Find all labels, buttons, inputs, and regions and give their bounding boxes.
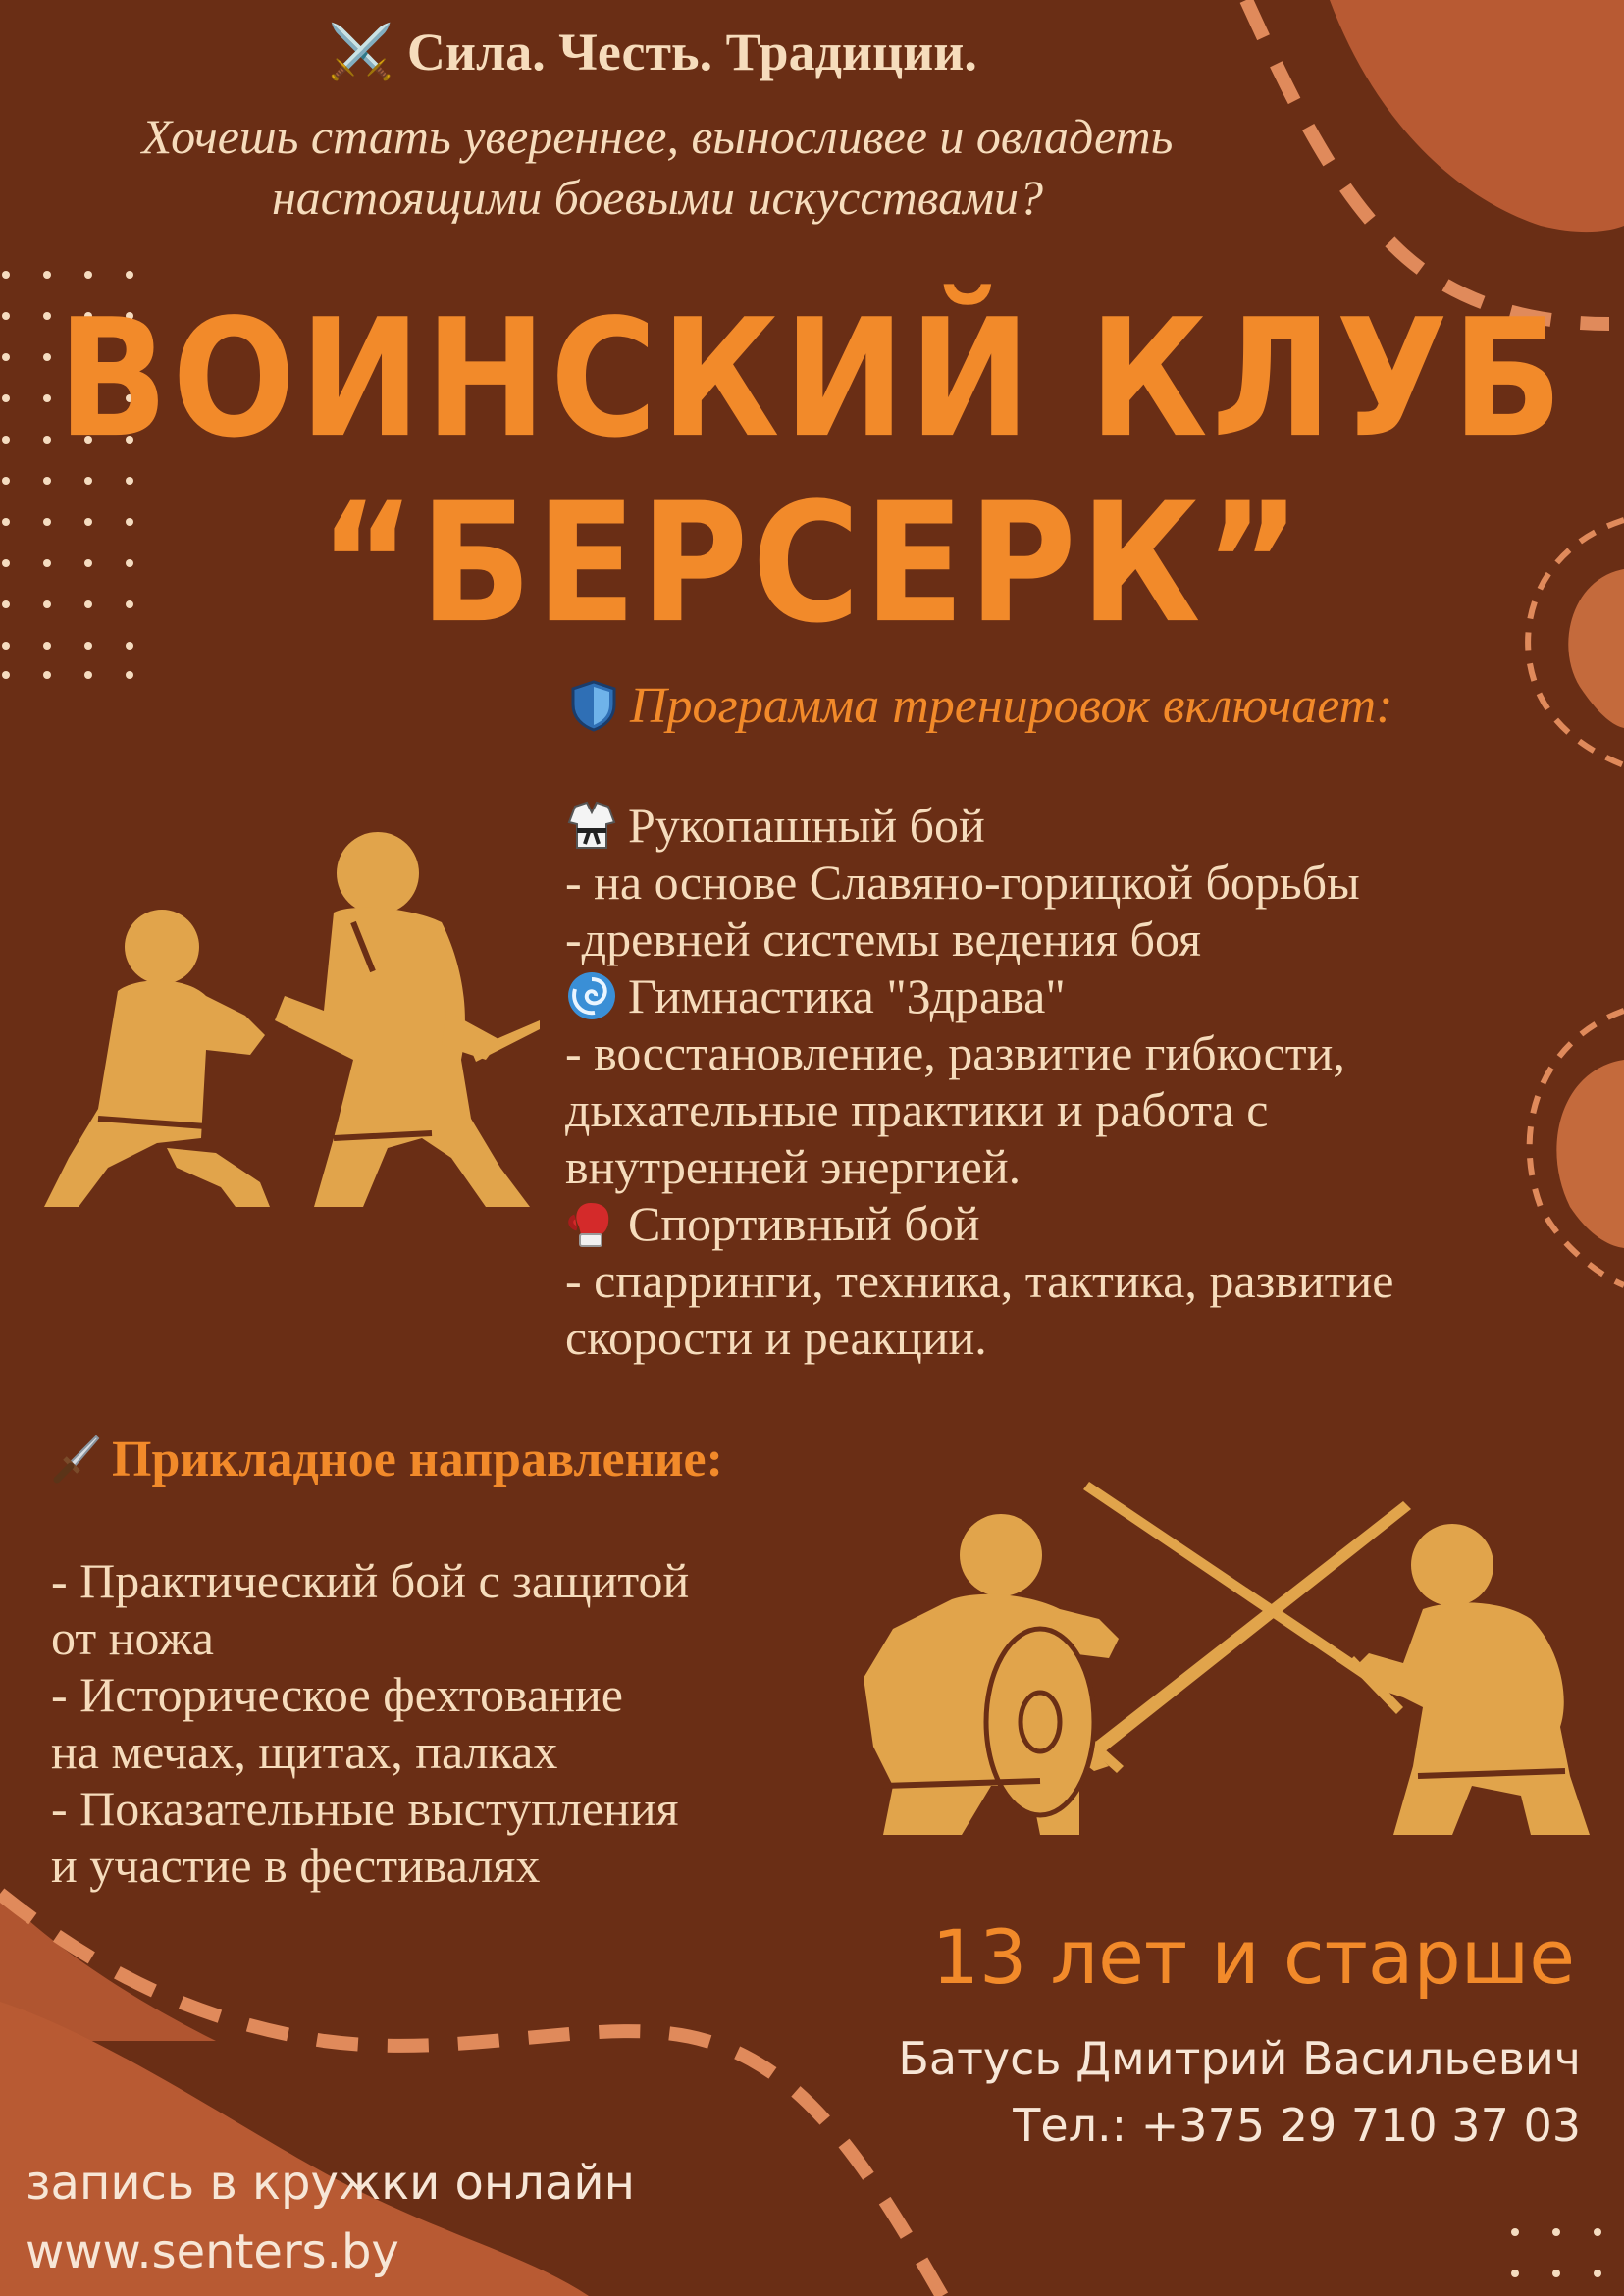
applied-list xyxy=(51,1552,856,1894)
intro-line: Хочешь стать увереннее, выносливее и овладеть xyxy=(141,109,1174,164)
online-signup xyxy=(26,2149,635,2286)
fighters-illustration xyxy=(39,814,540,1217)
applied-line: и участие в фестивалях xyxy=(51,1838,541,1893)
applied-line: - Практический бой с защитой xyxy=(51,1553,690,1608)
program-item-detail: дыхательные практики и работа с xyxy=(565,1082,1269,1137)
applied-line: - Историческое фехтование xyxy=(51,1667,623,1722)
program-item-sport-fight xyxy=(565,1195,1605,1252)
website-link[interactable]: www.senters.by xyxy=(26,2224,399,2279)
program-heading xyxy=(567,677,1393,735)
cyclone-icon xyxy=(565,969,618,1022)
martial-arts-uniform-icon xyxy=(565,799,618,852)
program-item-hand-to-hand xyxy=(565,797,1605,854)
applied-heading-text: Прикладное направление: xyxy=(112,1432,723,1487)
applied-line: от ножа xyxy=(51,1610,214,1665)
intro-line: настоящими боевыми искусствами? xyxy=(271,170,1044,225)
program-list xyxy=(565,797,1605,1366)
dagger-icon xyxy=(49,1433,102,1486)
slogan: ⚔️ Сила. Честь. Традиции. xyxy=(328,23,977,81)
coach-name: Батусь Дмитрий Васильевич xyxy=(898,2032,1581,2085)
applied-heading xyxy=(49,1431,723,1488)
program-item-detail: - на основе Славяно-горицкой борьбы xyxy=(565,855,1360,910)
club-title-line1: ВОИНСКИЙ КЛУБ xyxy=(57,284,1567,474)
program-item-detail: - восстановление, развитие гибкости, xyxy=(565,1025,1345,1080)
phone-number[interactable]: Тел.: +375 29 710 37 03 xyxy=(1013,2099,1581,2152)
program-item-detail: -древней системы ведения боя xyxy=(565,912,1201,966)
program-item-name: Спортивный бой xyxy=(628,1196,980,1251)
applied-line: - Показательные выступления xyxy=(51,1781,679,1836)
program-item-gymnastics xyxy=(565,967,1605,1024)
program-item-name: Гимнастика "Здрава" xyxy=(628,968,1066,1023)
contact-info xyxy=(898,2025,1581,2159)
sword-fighters-illustration xyxy=(844,1472,1609,1854)
program-item-detail: скорости и реакции. xyxy=(565,1310,987,1365)
program-item-detail: внутренней энергией. xyxy=(565,1139,1022,1194)
club-title-line2: “БЕРСЕРК” xyxy=(319,468,1305,660)
boxing-glove-icon xyxy=(565,1197,618,1250)
age-requirement: 13 лет и старше xyxy=(931,1913,1575,2001)
applied-line: на мечах, щитах, палках xyxy=(51,1724,558,1779)
program-item-detail: - спарринги, техника, тактика, развитие xyxy=(565,1253,1394,1308)
program-item-name: Рукопашный бой xyxy=(628,798,985,853)
intro-text xyxy=(0,106,1315,228)
online-signup-text: запись в кружки онлайн xyxy=(26,2156,635,2211)
program-heading-text: Программа тренировок включает: xyxy=(630,678,1393,734)
shield-icon xyxy=(567,679,620,732)
